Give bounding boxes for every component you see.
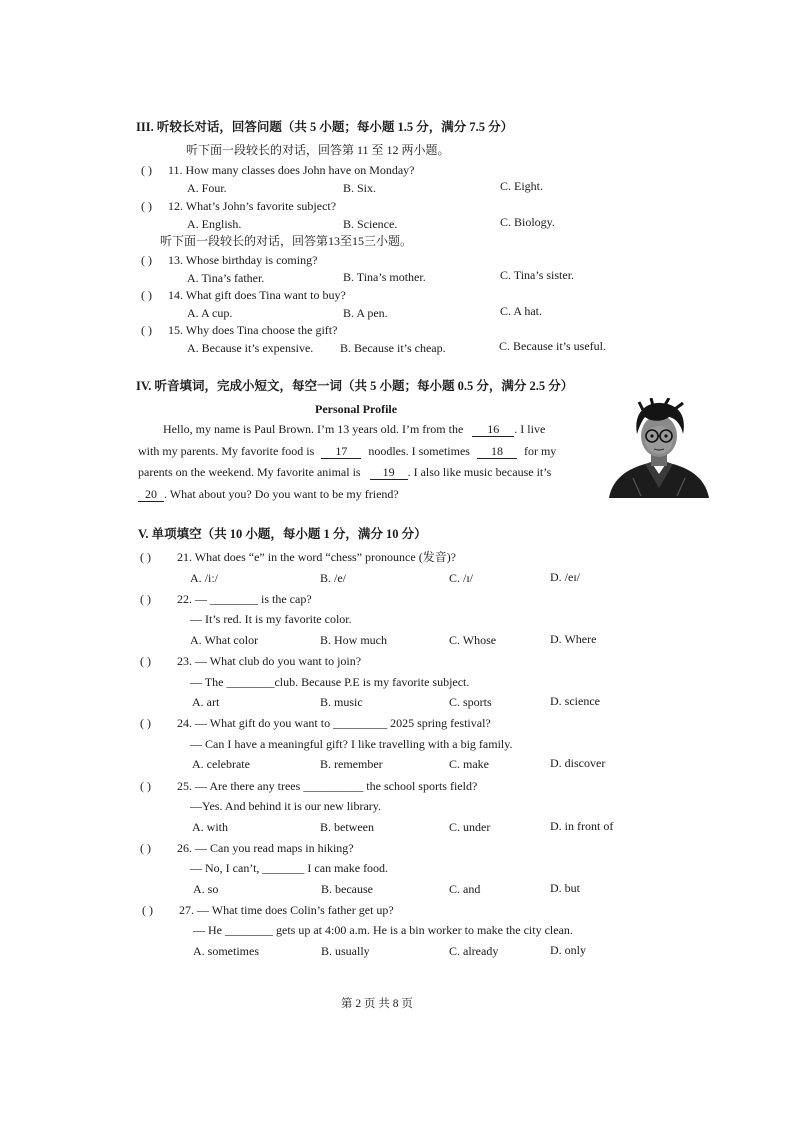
option-c: C. sports: [449, 695, 492, 709]
question-text: 22. — ________ is the cap?: [177, 592, 312, 606]
option-b: B. Tina’s mother.: [343, 270, 426, 284]
option-a: A. A cup.: [187, 306, 233, 320]
option-a: A. Tina’s father.: [187, 271, 265, 285]
profile-line-1: [163, 422, 545, 437]
option-b: B. Because it’s cheap.: [340, 341, 446, 355]
answer-bracket[interactable]: ( ): [140, 841, 151, 855]
option-b: B. Six.: [343, 181, 377, 195]
question-reply: — No, I can’t, _______ I can make food.: [190, 861, 389, 875]
option-d: D. Where: [550, 632, 597, 646]
profile-text: for my: [523, 444, 557, 458]
option-b: B. Science.: [343, 217, 398, 231]
answer-bracket[interactable]: ( ): [140, 716, 151, 730]
option-a: A. with: [192, 820, 228, 834]
answer-bracket[interactable]: ( ): [141, 323, 152, 337]
question-text: 25. — Are there any trees __________ the school sports field?: [177, 779, 478, 793]
question-text: 27. — What time does Colin’s father get up?: [179, 903, 394, 917]
option-d: D. /eɪ/: [550, 570, 580, 584]
blank-17[interactable]: 17: [321, 445, 361, 459]
answer-bracket[interactable]: ( ): [141, 253, 152, 267]
answer-bracket[interactable]: ( ): [140, 779, 151, 793]
option-c: C. Because it’s useful.: [499, 339, 606, 353]
option-a: A. art: [192, 695, 220, 709]
option-d: D. but: [550, 881, 580, 895]
profile-line-4: [138, 487, 399, 502]
option-c: C. /ɪ/: [449, 571, 474, 585]
answer-bracket[interactable]: ( ): [140, 592, 151, 606]
boy-portrait-image: [603, 398, 715, 498]
question-text: 21. What does “e” in the word “chess” pronounce (发音)?: [177, 550, 457, 564]
profile-text: noodles. I sometimes: [368, 444, 470, 458]
question-text: 23. — What club do you want to join?: [177, 654, 362, 668]
option-c: C. Tina’s sister.: [500, 268, 575, 282]
blank-16[interactable]: 16: [472, 423, 514, 437]
option-d: D. in front of: [550, 819, 614, 833]
question-text: 15. Why does Tina choose the gift?: [168, 323, 338, 337]
section-3-intro-2: 听下面一段较长的对话，回答第13至15三小题。: [160, 234, 413, 248]
option-b: B. How much: [320, 633, 387, 647]
profile-text: . I live: [514, 422, 546, 436]
profile-text: Hello, my name is Paul Brown. I’m 13 years old. I’m from the: [163, 422, 464, 436]
option-c: C. already: [449, 944, 499, 958]
option-a: A. sometimes: [193, 944, 259, 958]
question-reply: — The ________club. Because P.E is my favorite subject.: [190, 675, 470, 689]
option-a: A. so: [193, 882, 219, 896]
question-text: 24. — What gift do you want to _________ 2025 spring festival?: [177, 716, 491, 730]
option-b: B. usually: [321, 944, 370, 958]
question-text: 26. — Can you read maps in hiking?: [177, 841, 354, 855]
option-c: C. Biology.: [500, 215, 555, 229]
profile-line-3: [138, 465, 551, 480]
section-5-heading: V. 单项填空（共 10 小题，每小题 1 分，满分 10 分）: [138, 527, 427, 541]
answer-bracket[interactable]: ( ): [142, 903, 153, 917]
option-a: A. /iː/: [190, 571, 219, 585]
answer-bracket[interactable]: ( ): [141, 288, 152, 302]
option-b: B. because: [321, 882, 373, 896]
question-text: 12. What’s John’s favorite subject?: [168, 199, 337, 213]
blank-18[interactable]: 18: [477, 445, 517, 459]
option-d: D. discover: [550, 756, 606, 770]
page-number: 第 2 页 共 8 页: [341, 998, 413, 1010]
option-a: A. What color: [190, 633, 259, 647]
blank-19[interactable]: 19: [370, 466, 408, 480]
option-c: C. Eight.: [500, 179, 544, 193]
question-text: 14. What gift does Tina want to buy?: [168, 288, 346, 302]
profile-text: parents on the weekend. My favorite animal is: [138, 465, 361, 479]
section-3-heading: III. 听较长对话，回答问题（共 5 小题；每小题 1.5 分，满分 7.5 分）: [136, 120, 514, 134]
option-c: C. make: [449, 757, 489, 771]
profile-line-2: [138, 444, 556, 459]
question-reply: — He ________ gets up at 4:00 a.m. He is a bin worker to make the city clean.: [193, 923, 573, 937]
profile-title: Personal Profile: [315, 402, 398, 416]
option-c: C. and: [449, 882, 481, 896]
section-3-intro-1: 听下面一段较长的对话，回答第 11 至 12 两小题。: [186, 143, 450, 157]
option-c: C. A hat.: [500, 304, 543, 318]
answer-bracket[interactable]: ( ): [140, 654, 151, 668]
blank-20[interactable]: 20: [138, 488, 164, 502]
question-text: 13. Whose birthday is coming?: [168, 253, 318, 267]
question-reply: — It’s red. It is my favorite color.: [190, 612, 352, 626]
option-b: B. A pen.: [343, 306, 388, 320]
option-b: B. remember: [320, 757, 383, 771]
option-b: B. music: [320, 695, 363, 709]
option-d: D. only: [550, 943, 586, 957]
profile-text: . What about you? Do you want to be my friend?: [164, 487, 399, 501]
profile-text: . I also like music because it’s: [407, 465, 552, 479]
question-reply: —Yes. And behind it is our new library.: [190, 799, 381, 813]
option-a: A. Because it’s expensive.: [187, 341, 314, 355]
option-b: B. /e/: [320, 571, 346, 585]
profile-text: with my parents. My favorite food is: [138, 444, 315, 458]
answer-bracket[interactable]: ( ): [141, 163, 152, 177]
option-a: A. celebrate: [192, 757, 250, 771]
section-4-heading: IV. 听音填词，完成小短文，每空一词（共 5 小题；每小题 0.5 分，满分 2.5 分）: [136, 379, 574, 393]
option-d: D. science: [550, 694, 600, 708]
option-c: C. Whose: [449, 633, 497, 647]
answer-bracket[interactable]: ( ): [141, 199, 152, 213]
option-b: B. between: [320, 820, 374, 834]
option-a: A. English.: [187, 217, 242, 231]
question-reply: — Can I have a meaningful gift? I like travelling with a big family.: [190, 737, 513, 751]
question-text: 11. How many classes does John have on Monday?: [168, 163, 415, 177]
option-a: A. Four.: [187, 181, 227, 195]
option-c: C. under: [449, 820, 491, 834]
answer-bracket[interactable]: ( ): [140, 550, 151, 564]
